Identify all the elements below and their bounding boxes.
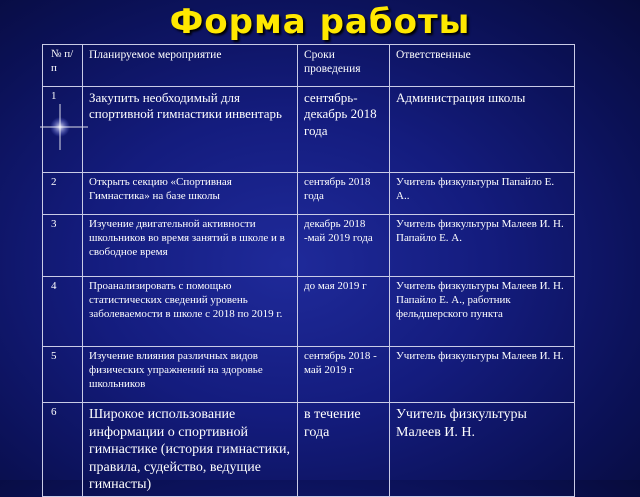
row-number: 3 (43, 215, 83, 277)
row-number: 5 (43, 347, 83, 403)
row-dates: сентябрь 2018 года (298, 173, 390, 215)
row-responsible: Учитель физкультуры Папайло Е. А.. (390, 173, 575, 215)
row-responsible: Учитель физкультуры Малеев И. Н. (390, 347, 575, 403)
table-row (43, 347, 575, 403)
table-row (43, 173, 575, 215)
row-responsible: Учитель физкультуры Малеев И. Н. Папайло Е. А., работник фельдшерского пункта (390, 277, 575, 347)
header-number: № п/п (43, 45, 83, 87)
row-number: 4 (43, 277, 83, 347)
slide-title: Форма работы (169, 2, 471, 42)
table-header-row (43, 45, 575, 87)
row-dates: до мая 2019 г (298, 277, 390, 347)
header-event: Планируемое мероприятие (83, 45, 298, 87)
row-responsible: Учитель физкультуры Малеев И. Н. Папайло Е. А. (390, 215, 575, 277)
table-row (43, 215, 575, 277)
row-dates: сентябрь- декабрь 2018 года (298, 87, 390, 173)
row-responsible: Учитель физкультуры Малеев И. Н. (390, 403, 575, 497)
table-row (43, 277, 575, 347)
row-dates: декабрь 2018 -май 2019 года (298, 215, 390, 277)
row-event: Закупить необходимый для спортивной гимнастики инвентарь (83, 87, 298, 173)
row-dates: в течение года (298, 403, 390, 497)
row-dates: сентябрь 2018 - май 2019 г (298, 347, 390, 403)
header-responsible: Ответственные (390, 45, 575, 87)
header-dates: Сроки проведения (298, 45, 390, 87)
row-event: Изучение двигательной активности школьников во время занятий в школе и в свободное время (83, 215, 298, 277)
table-row (43, 403, 575, 497)
row-event: Проанализировать с помощью статистических сведений уровень заболеваемости в школе с 2018 по 2019 г. (83, 277, 298, 347)
row-number: 2 (43, 173, 83, 215)
row-event: Изучение влияния различных видов физических упражнений на здоровье школьников (83, 347, 298, 403)
row-event: Открыть секцию «Спортивная Гимнастика» на базе школы (83, 173, 298, 215)
table-row (43, 87, 575, 173)
row-event: Широкое использование информации о спортивной гимнастике (история гимнастики, правила, судейство, ведущие гимнасты) (83, 403, 298, 497)
work-plan-table (42, 44, 575, 497)
row-responsible: Администрация школы (390, 87, 575, 173)
row-number: 1 (43, 87, 83, 173)
row-number: 6 (43, 403, 83, 497)
